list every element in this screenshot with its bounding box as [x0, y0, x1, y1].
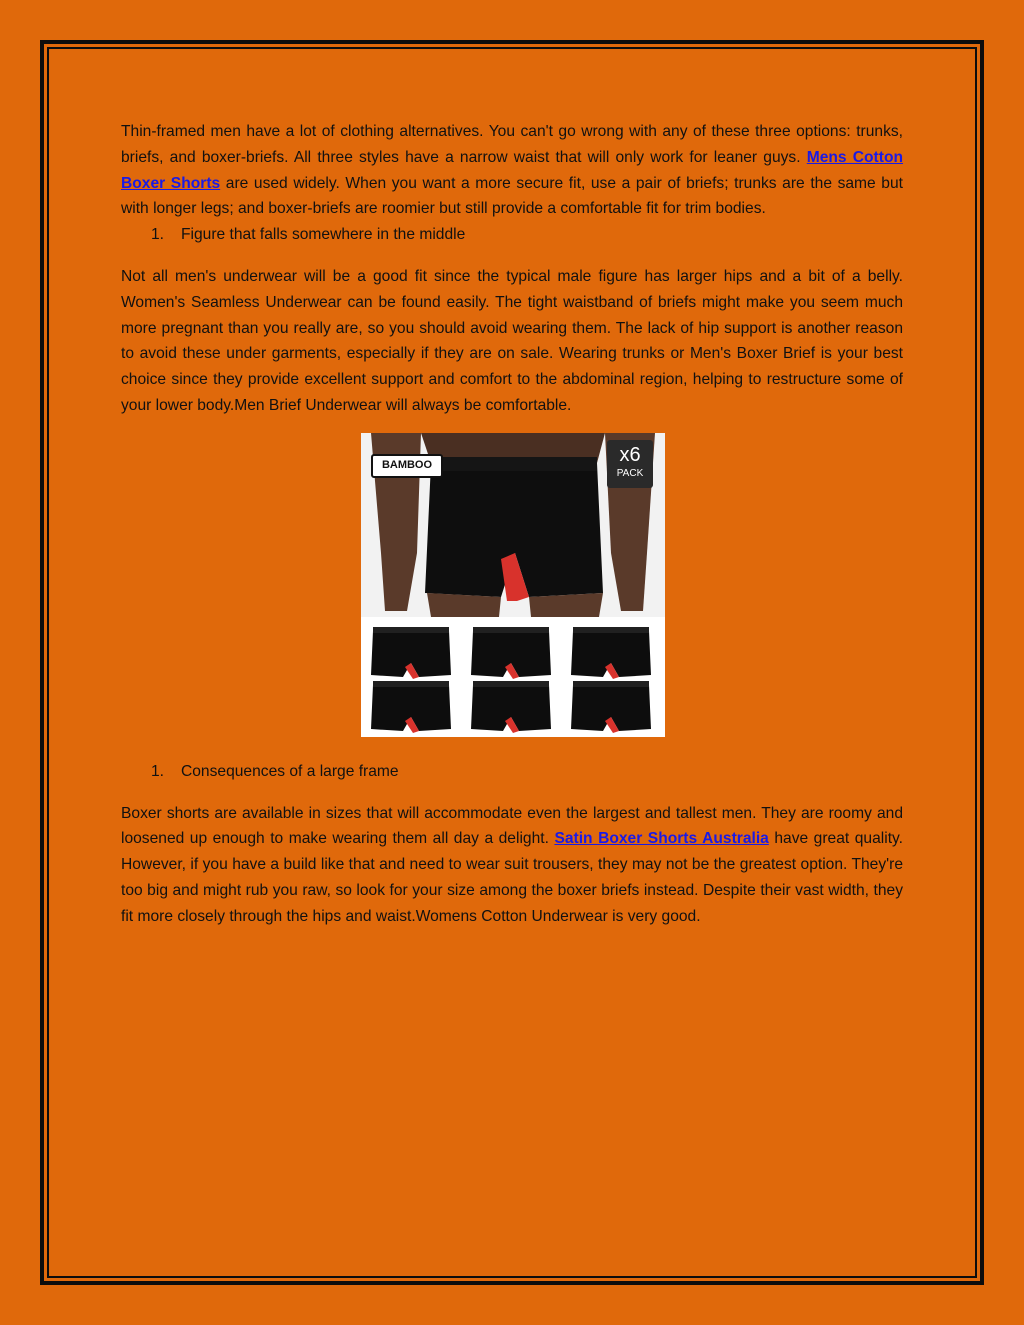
boxer-thumb-5 — [471, 681, 551, 733]
paragraph-large-frame-text-1: Boxer shorts are available in sizes that will accommodate even the largest and tallest men. They are roomy and loosened up enough to make wearing them all day a delight. — [121, 804, 903, 848]
boxer-thumb-1 — [371, 627, 451, 679]
model-photo — [361, 433, 665, 617]
satin-boxer-shorts-australia-link[interactable]: Satin Boxer Shorts Australia — [554, 830, 769, 848]
paragraph-intro-text-1: Thin-framed men have a lot of clothing alternatives. You can't go wrong with any of these three options: trunks, briefs, and boxer-briefs. All three styles have a narrow waist that will only work for leaner guys. — [121, 123, 903, 166]
paragraph-large-frame-text-2: have great quality. However, if you have a build like that and need to wear suit trousers, they may not be the greatest option. They're too big and might rub you raw, so look for your size among the boxer briefs instead. Despite their vast width, they fit more closely through the hips and waist.Womens Cotton Underwear is very good. — [121, 830, 903, 925]
pack-count: x6 — [619, 443, 641, 466]
product-image — [361, 433, 665, 737]
mens-cotton-boxer-shorts-link[interactable]: Mens Cotton Boxer Shorts — [121, 148, 903, 192]
pack-count-badge — [607, 440, 653, 488]
list-item-large-frame — [121, 759, 903, 785]
document-body — [121, 119, 903, 930]
list-item-label: Figure that falls somewhere in the middle — [181, 226, 466, 244]
boxer-thumb-2 — [471, 627, 551, 679]
paragraph-intro-text-2: are used widely. When you want a more secure fit, use a pair of briefs; trunks are the same but with longer legs; and boxer-briefs are roomier but still provide a comfortable fit for trim bodies. — [121, 174, 903, 218]
boxer-thumbnail-grid — [361, 619, 665, 737]
paragraph-middle-figure: Not all men's underwear will be a good fit since the typical male figure has larger hips and a bit of a belly. Women's Seamless Underwear can be found easily. The tight waistband of briefs might make you seem much more pregnant than you really are, so you should avoid wearing them. The lack of hip support is another reason to avoid these under garments, especially if they are on sale. Wearing trunks or Men's Boxer Brief is your best choice since they provide excellent support and comfort to the abdominal region, helping to restructure some of your lower body.Men Brief Underwear will always be comfortable. — [121, 267, 903, 414]
list-item-label: Consequences of a large frame — [181, 762, 399, 780]
pack-label: PACK — [616, 467, 644, 479]
boxer-thumb-6 — [571, 681, 651, 733]
list-number: 1. — [151, 226, 165, 244]
boxer-thumbnails — [361, 619, 665, 737]
paragraph-intro — [121, 119, 903, 222]
bamboo-label: BAMBOO — [371, 454, 443, 478]
paragraph-large-frame — [121, 801, 903, 930]
list-item-middle-figure — [121, 222, 903, 248]
boxer-thumb-3 — [571, 627, 651, 679]
boxer-thumb-4 — [371, 681, 451, 733]
list-number: 1. — [151, 762, 165, 780]
